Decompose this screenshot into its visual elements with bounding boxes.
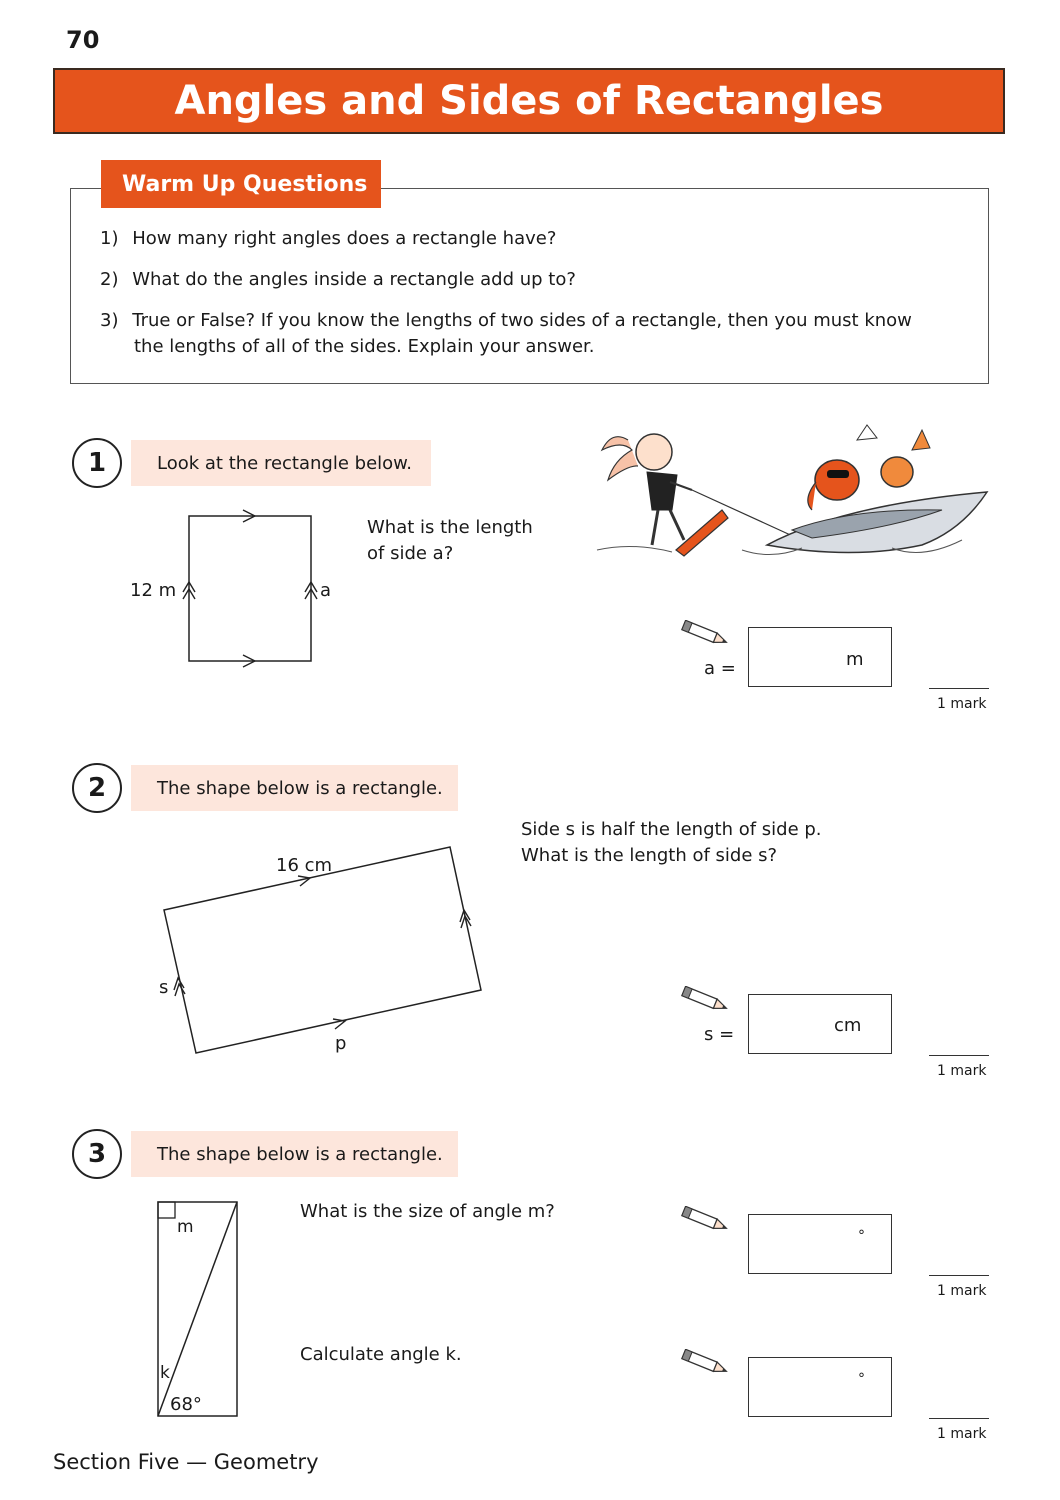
warm-up-q3-num: 3) bbox=[100, 310, 119, 331]
q2-answer-box[interactable] bbox=[748, 994, 892, 1054]
cat-waving-paw bbox=[912, 430, 930, 450]
q3-rectangle-diagram bbox=[150, 1195, 250, 1425]
dog-waving-hand bbox=[857, 425, 877, 440]
q3-angle-m-label: m bbox=[177, 1217, 194, 1237]
q3-prompt-a: What is the size of angle m? bbox=[300, 1201, 555, 1222]
q3-prompt-b: Calculate angle k. bbox=[300, 1344, 462, 1365]
question-2-heading: The shape below is a rectangle. bbox=[131, 765, 458, 811]
q3-right-angle-marker bbox=[158, 1202, 175, 1218]
q3-angle-k-label: k bbox=[160, 1363, 170, 1383]
q2-left-side-label: s bbox=[159, 977, 169, 998]
warm-up-q2-num: 2) bbox=[100, 269, 119, 290]
q2-prompt-line1: Side s is half the length of side p. bbox=[521, 819, 822, 840]
q1-marks: 1 mark bbox=[937, 696, 987, 712]
water-ski bbox=[676, 510, 728, 556]
q3a-answer-box[interactable] bbox=[748, 1214, 892, 1274]
q1-answer-box[interactable] bbox=[748, 627, 892, 687]
skier-hair bbox=[602, 437, 638, 480]
title-banner bbox=[53, 68, 1005, 134]
warm-up-q3 bbox=[100, 308, 970, 334]
q3b-degree-unit: ° bbox=[858, 1371, 865, 1387]
skier-swimsuit bbox=[647, 472, 677, 510]
q3a-marks: 1 mark bbox=[937, 1283, 987, 1299]
skier-head bbox=[636, 434, 672, 470]
dog-ear bbox=[808, 482, 816, 510]
q2-marks: 1 mark bbox=[937, 1063, 987, 1079]
q1-answer-unit: m bbox=[846, 649, 864, 670]
q3b-marks: 1 mark bbox=[937, 1426, 987, 1442]
question-3-heading: The shape below is a rectangle. bbox=[131, 1131, 458, 1177]
pencil-icon bbox=[678, 1349, 734, 1377]
warm-up-q3-text-line2: the lengths of all of the sides. Explain your answer. bbox=[134, 336, 595, 357]
q3a-mark-line bbox=[929, 1275, 989, 1276]
q1-answer-variable: a = bbox=[704, 658, 736, 679]
q1-prompt-line2: of side a? bbox=[367, 543, 454, 564]
warm-up-q2 bbox=[100, 267, 576, 293]
warm-up-q1-num: 1) bbox=[100, 228, 119, 249]
warm-up-q3-text: True or False? If you know the lengths of two sides of a rectangle, then you must know bbox=[132, 310, 912, 331]
q1-rectangle bbox=[189, 516, 311, 661]
cartoon-jetski-illustration bbox=[592, 410, 992, 570]
q2-bottom-side-label: p bbox=[335, 1033, 347, 1054]
question-1-heading: Look at the rectangle below. bbox=[131, 440, 431, 486]
question-2-number: 2 bbox=[72, 763, 122, 813]
warm-up-q2-text: What do the angles inside a rectangle add up to? bbox=[132, 269, 576, 290]
question-1-number: 1 bbox=[72, 438, 122, 488]
pencil-icon bbox=[678, 620, 734, 648]
warm-up-q1-text: How many right angles does a rectangle have? bbox=[132, 228, 557, 249]
page-title: Angles and Sides of Rectangles bbox=[174, 78, 884, 124]
page-number: 70 bbox=[66, 26, 100, 54]
q2-top-side-label: 16 cm bbox=[276, 855, 333, 876]
q3b-answer-box[interactable] bbox=[748, 1357, 892, 1417]
q1-right-side-label: a bbox=[320, 580, 332, 601]
q2-bottom-arrow bbox=[333, 1019, 345, 1029]
dog-head bbox=[815, 460, 859, 500]
q3a-degree-unit: ° bbox=[858, 1228, 865, 1244]
pencil-icon bbox=[678, 1206, 734, 1234]
section-footer: Section Five — Geometry bbox=[53, 1450, 319, 1474]
warm-up-heading: Warm Up Questions bbox=[101, 160, 381, 208]
pencil-icon bbox=[678, 986, 734, 1014]
q3-given-angle-label: 68° bbox=[170, 1394, 202, 1415]
cat-head bbox=[881, 457, 913, 487]
q1-prompt-line1: What is the length bbox=[367, 517, 533, 538]
warm-up-q1 bbox=[100, 226, 556, 252]
q3b-mark-line bbox=[929, 1418, 989, 1419]
question-3-number: 3 bbox=[72, 1129, 122, 1179]
q2-mark-line bbox=[929, 1055, 989, 1056]
skier-legs bbox=[652, 510, 684, 545]
q2-answer-variable: s = bbox=[704, 1024, 735, 1045]
dog-sunglasses bbox=[827, 470, 849, 478]
q1-left-side-label: 12 m bbox=[130, 580, 177, 601]
q2-answer-unit: cm bbox=[834, 1015, 862, 1036]
q2-prompt-line2: What is the length of side s? bbox=[521, 845, 778, 866]
q1-mark-line bbox=[929, 688, 989, 689]
